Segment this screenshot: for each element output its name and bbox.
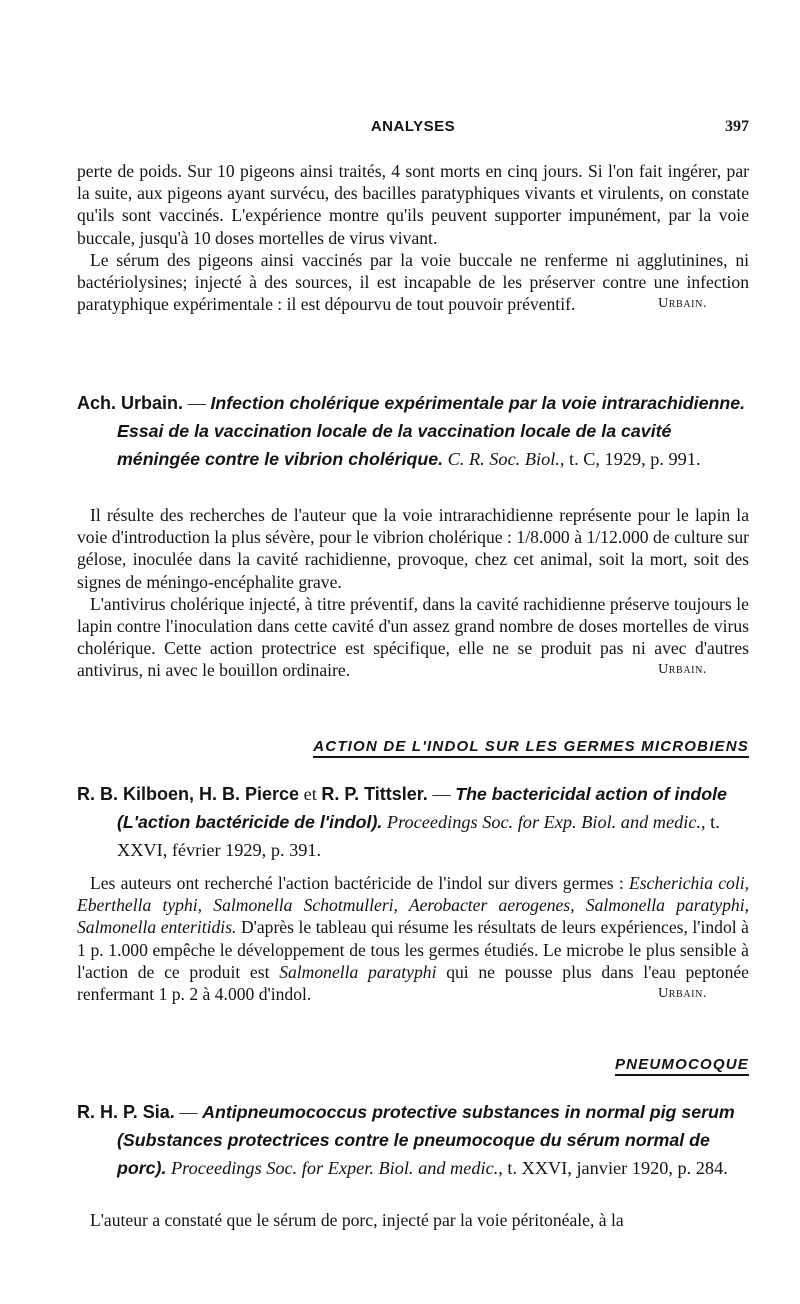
section-heading: ACTION DE L'INDOL SUR LES GERMES MICROBIENS xyxy=(313,738,749,758)
paragraph-text: D'après le tableau qui résume les résultats de leurs expériences, l'indol à 1 p. 1.000 empêche le développement de tous les germes étudiés. Le microbe le plus sensible à l'action de ce produit est xyxy=(77,917,749,982)
species-name: Salmonella paratyphi xyxy=(279,961,437,982)
entry-title-translation: (L'action bactéricide de l'indol). xyxy=(117,812,383,832)
paragraph: perte de poids. Sur 10 pigeons ainsi traités, 4 sont morts en cinq jours. Si l'on fait ingérer, par la suite, aux pigeons ayant survécu, des bacilles paratyphiques vivants et virulents, on constate qu'ils sont vaccinés. L'expérience montre qu'ils peuvent supporter impunément, par la voie buccale, jusqu'à 10 doses mortelles de virus vivant. xyxy=(77,161,749,248)
entry-conjunction: et xyxy=(299,784,322,804)
entry-title-translation: (Substances protectrices contre le pneumocoque du sérum normal de porc). xyxy=(117,1130,710,1178)
paragraph-text: L'antivirus cholérique injecté, à titre préventif, dans la cavité rachidienne préserve toujours le lapin contre l'inoculation dans cette cavité d'un assez grand nombre de doses mortelles de virus cholérique. Cette action protectrice est spécifique, elle ne se produit pas ni avec d'autres antivirus, ni avec le bouillon ordinaire. xyxy=(77,593,749,681)
entry-dash: — xyxy=(174,1102,203,1122)
entry-author: R. H. P. Sia. xyxy=(77,1102,175,1122)
signature: Urbain. xyxy=(658,986,707,1002)
page-number: 397 xyxy=(725,118,749,135)
bibliographic-entry xyxy=(77,780,749,864)
signature: Urbain. xyxy=(658,662,707,678)
paragraph xyxy=(77,593,749,682)
entry-author: Ach. Urbain. xyxy=(77,393,184,413)
bibliographic-entry xyxy=(77,1098,749,1182)
paragraph-text: qui ne pousse plus dans l'eau peptonée renfermant 1 p. 2 à 4.000 d'indol. xyxy=(77,961,749,1005)
entry-reference: , t. XXVI, janvier 1920, p. 284. xyxy=(498,1158,728,1178)
paragraph xyxy=(77,249,749,316)
entry-citation xyxy=(77,780,749,864)
entry-title: The bactericidal action of indole xyxy=(455,784,727,804)
species-list: Escherichia coli, Eberthella typhi, Salmonella Schotmulleri, Aerobacter aerogenes, Salmonella paratyphi, Salmonella enteritidis. xyxy=(77,873,749,938)
abstract-text xyxy=(77,504,749,682)
entry-dash: — xyxy=(183,393,211,413)
entry-author: R. P. Tittsler. xyxy=(321,784,428,804)
entry-journal: Proceedings Soc. for Exp. Biol. and medic. xyxy=(386,812,702,832)
bibliographic-entry xyxy=(77,389,749,473)
entry-title: Infection cholérique expérimentale par la voie intrarachidienne. Essai de la vaccination locale de la vaccination locale de la cavité méningée contre le vibrion cholérique. xyxy=(117,393,746,469)
entry-reference: , t. XXVI, février 1929, p. 391. xyxy=(117,812,720,860)
paragraph: Il résulte des recherches de l'auteur que la voie intrarachidienne représente pour le lapin la voie d'introduction la plus sévère, pour le vibrion cholérique : 1/8.000 à 1/12.000 de culture sur gélose, inoculée dans la cavité rachidienne, provoque, chez cet animal, soit la mort, soit des signes de méningo-encéphalite grave. xyxy=(77,505,749,592)
page-header xyxy=(77,118,749,142)
running-title: ANALYSES xyxy=(370,118,456,135)
abstract-text xyxy=(77,872,749,1005)
section-heading: PNEUMOCOQUE xyxy=(615,1056,749,1076)
paragraph: L'auteur a constaté que le sérum de porc, injecté par la voie péritonéale, à la xyxy=(90,1210,624,1230)
signature: Urbain. xyxy=(658,296,707,312)
entry-title: Antipneumococcus protective substances in normal pig serum xyxy=(202,1102,735,1122)
entry-citation xyxy=(77,389,749,473)
entry-journal: C. R. Soc. Biol. xyxy=(447,449,560,469)
entry-journal: Proceedings Soc. for Exper. Biol. and medic. xyxy=(170,1158,499,1178)
paragraph-text: Les auteurs ont recherché l'action bactéricide de l'indol sur divers germes : xyxy=(90,873,624,893)
paragraph-text: Le sérum des pigeons ainsi vaccinés par la voie buccale ne renferme ni agglutinines, ni bactériolysines; injecté à des sources, il est incapable de les préserver contre une infection paratyphique expérimentale : il est dépourvu de tout pouvoir préventif. xyxy=(77,249,749,315)
entry-author: R. B. Kilboen, H. B. Pierce xyxy=(77,784,300,804)
abstract-text xyxy=(77,1209,749,1231)
entry-citation xyxy=(77,1098,749,1182)
entry-dash: — xyxy=(427,784,456,804)
continuation-text xyxy=(77,160,749,315)
entry-reference: , t. C, 1929, p. 991. xyxy=(559,449,701,469)
paragraph xyxy=(77,872,749,1005)
